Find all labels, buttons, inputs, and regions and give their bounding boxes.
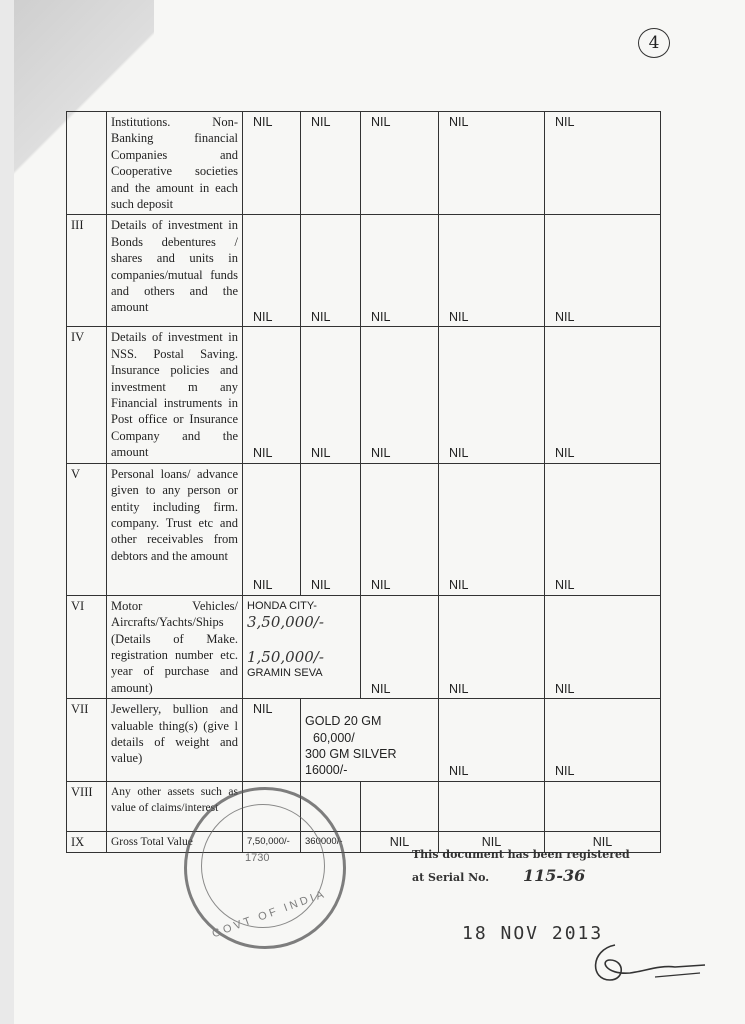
row-description: Motor Vehicles/ Aircrafts/Yachts/Ships (Details of Make. registration number etc. year of purchase and amount) — [107, 595, 243, 698]
page-number: 4 — [638, 28, 670, 58]
row-description: Details of investment in NSS. Postal Saving. Insurance policies and investment m any Financial instruments in Post office or Insurance Company and the amount — [107, 327, 243, 463]
cell-value: NIL — [253, 115, 273, 129]
cell-value: NIL — [449, 115, 469, 129]
serial-number: 115-36 — [522, 866, 586, 885]
cell-value: NIL — [371, 115, 391, 129]
row-number: IV — [67, 327, 107, 463]
row-number: VI — [67, 595, 107, 698]
stamp-date: 18 NOV 2013 — [462, 923, 604, 944]
serial-label: at Serial No. — [412, 871, 490, 884]
signature-icon — [585, 935, 715, 995]
row-description: Institutions. Non-Banking financial Companies and Cooperative societies and the amount in each such deposit — [107, 112, 243, 215]
row-description: Gross Total Value — [107, 831, 243, 852]
seal-text: GOVT OF INDIA — [210, 887, 329, 941]
vehicle-make: HONDA CITY- — [247, 599, 317, 612]
table-row — [67, 327, 661, 463]
cell-value: NIL — [449, 681, 469, 696]
official-seal — [184, 787, 346, 949]
row-number — [67, 112, 107, 215]
cell-value: NIL — [371, 446, 391, 461]
table-row — [67, 112, 661, 215]
cell-value: NIL — [555, 764, 575, 779]
cell-value: NIL — [311, 446, 331, 461]
cell-value: NIL — [449, 764, 469, 779]
row-description: Details of investment in Bonds debentures / shares and units in companies/mutual funds and others and the amount — [107, 215, 243, 327]
cell-value: NIL — [555, 681, 575, 696]
seal-year: 1730 — [245, 852, 270, 864]
cell-value: NIL — [555, 578, 575, 593]
cell-value: NIL — [555, 115, 575, 129]
row-number: VIII — [67, 781, 107, 831]
cell-value: NIL — [311, 115, 331, 129]
registration-stamp-line-1: This document has been registered — [412, 848, 630, 861]
cell-value: NIL — [311, 310, 331, 325]
row-description: Personal loans/ advance given to any person or entity including firm. company. Trust etc and other receivables from debtors and the amount — [107, 463, 243, 595]
row-number: VII — [67, 699, 107, 782]
cell-value: NIL — [545, 831, 661, 852]
gold-weight: GOLD 20 GM — [305, 714, 382, 729]
cell-value: NIL — [253, 310, 273, 325]
cell-value: NIL — [449, 446, 469, 461]
table-row — [67, 699, 661, 782]
vehicle-amount-2: 1,50,000/- — [247, 647, 324, 666]
cell-value: NIL — [439, 831, 545, 852]
cell-value: NIL — [555, 310, 575, 325]
cell-value: NIL — [311, 578, 331, 593]
cell-value: NIL — [371, 310, 391, 325]
assets-table — [66, 111, 661, 853]
cell-value: NIL — [253, 446, 273, 461]
jewellery-details-cell — [301, 699, 439, 782]
vehicle-details-cell — [243, 595, 361, 698]
cell-value: NIL — [253, 578, 273, 593]
cell-value: NIL — [555, 446, 575, 461]
gross-total-1: 7,50,000/- — [243, 831, 301, 852]
gold-value: 60,000/ — [313, 730, 355, 745]
table-row — [67, 781, 661, 831]
table-row — [67, 595, 661, 698]
row-number: V — [67, 463, 107, 595]
registration-stamp-line-2 — [412, 866, 585, 885]
cell-value: NIL — [449, 310, 469, 325]
row-description: Any other assets such as value of claims/interest — [107, 781, 243, 831]
cell-value: NIL — [449, 578, 469, 593]
cell-value: NIL — [371, 578, 391, 593]
silver-details: 300 GM SILVER 16000/- — [305, 746, 397, 778]
row-description: Jewellery, bullion and valuable thing(s) (give l details of weight and value) — [107, 699, 243, 782]
cell-value: NIL — [371, 681, 391, 696]
table-row — [67, 463, 661, 595]
cell-value: NIL — [361, 831, 439, 852]
row-number: IX — [67, 831, 107, 852]
gross-total-2: 360000/- — [301, 831, 361, 852]
row-number: III — [67, 215, 107, 327]
cell-value: NIL — [253, 702, 273, 717]
vehicle-name-2: GRAMIN SEVA — [247, 666, 323, 679]
vehicle-amount-1: 3,50,000/- — [247, 613, 324, 632]
table-row — [67, 215, 661, 327]
